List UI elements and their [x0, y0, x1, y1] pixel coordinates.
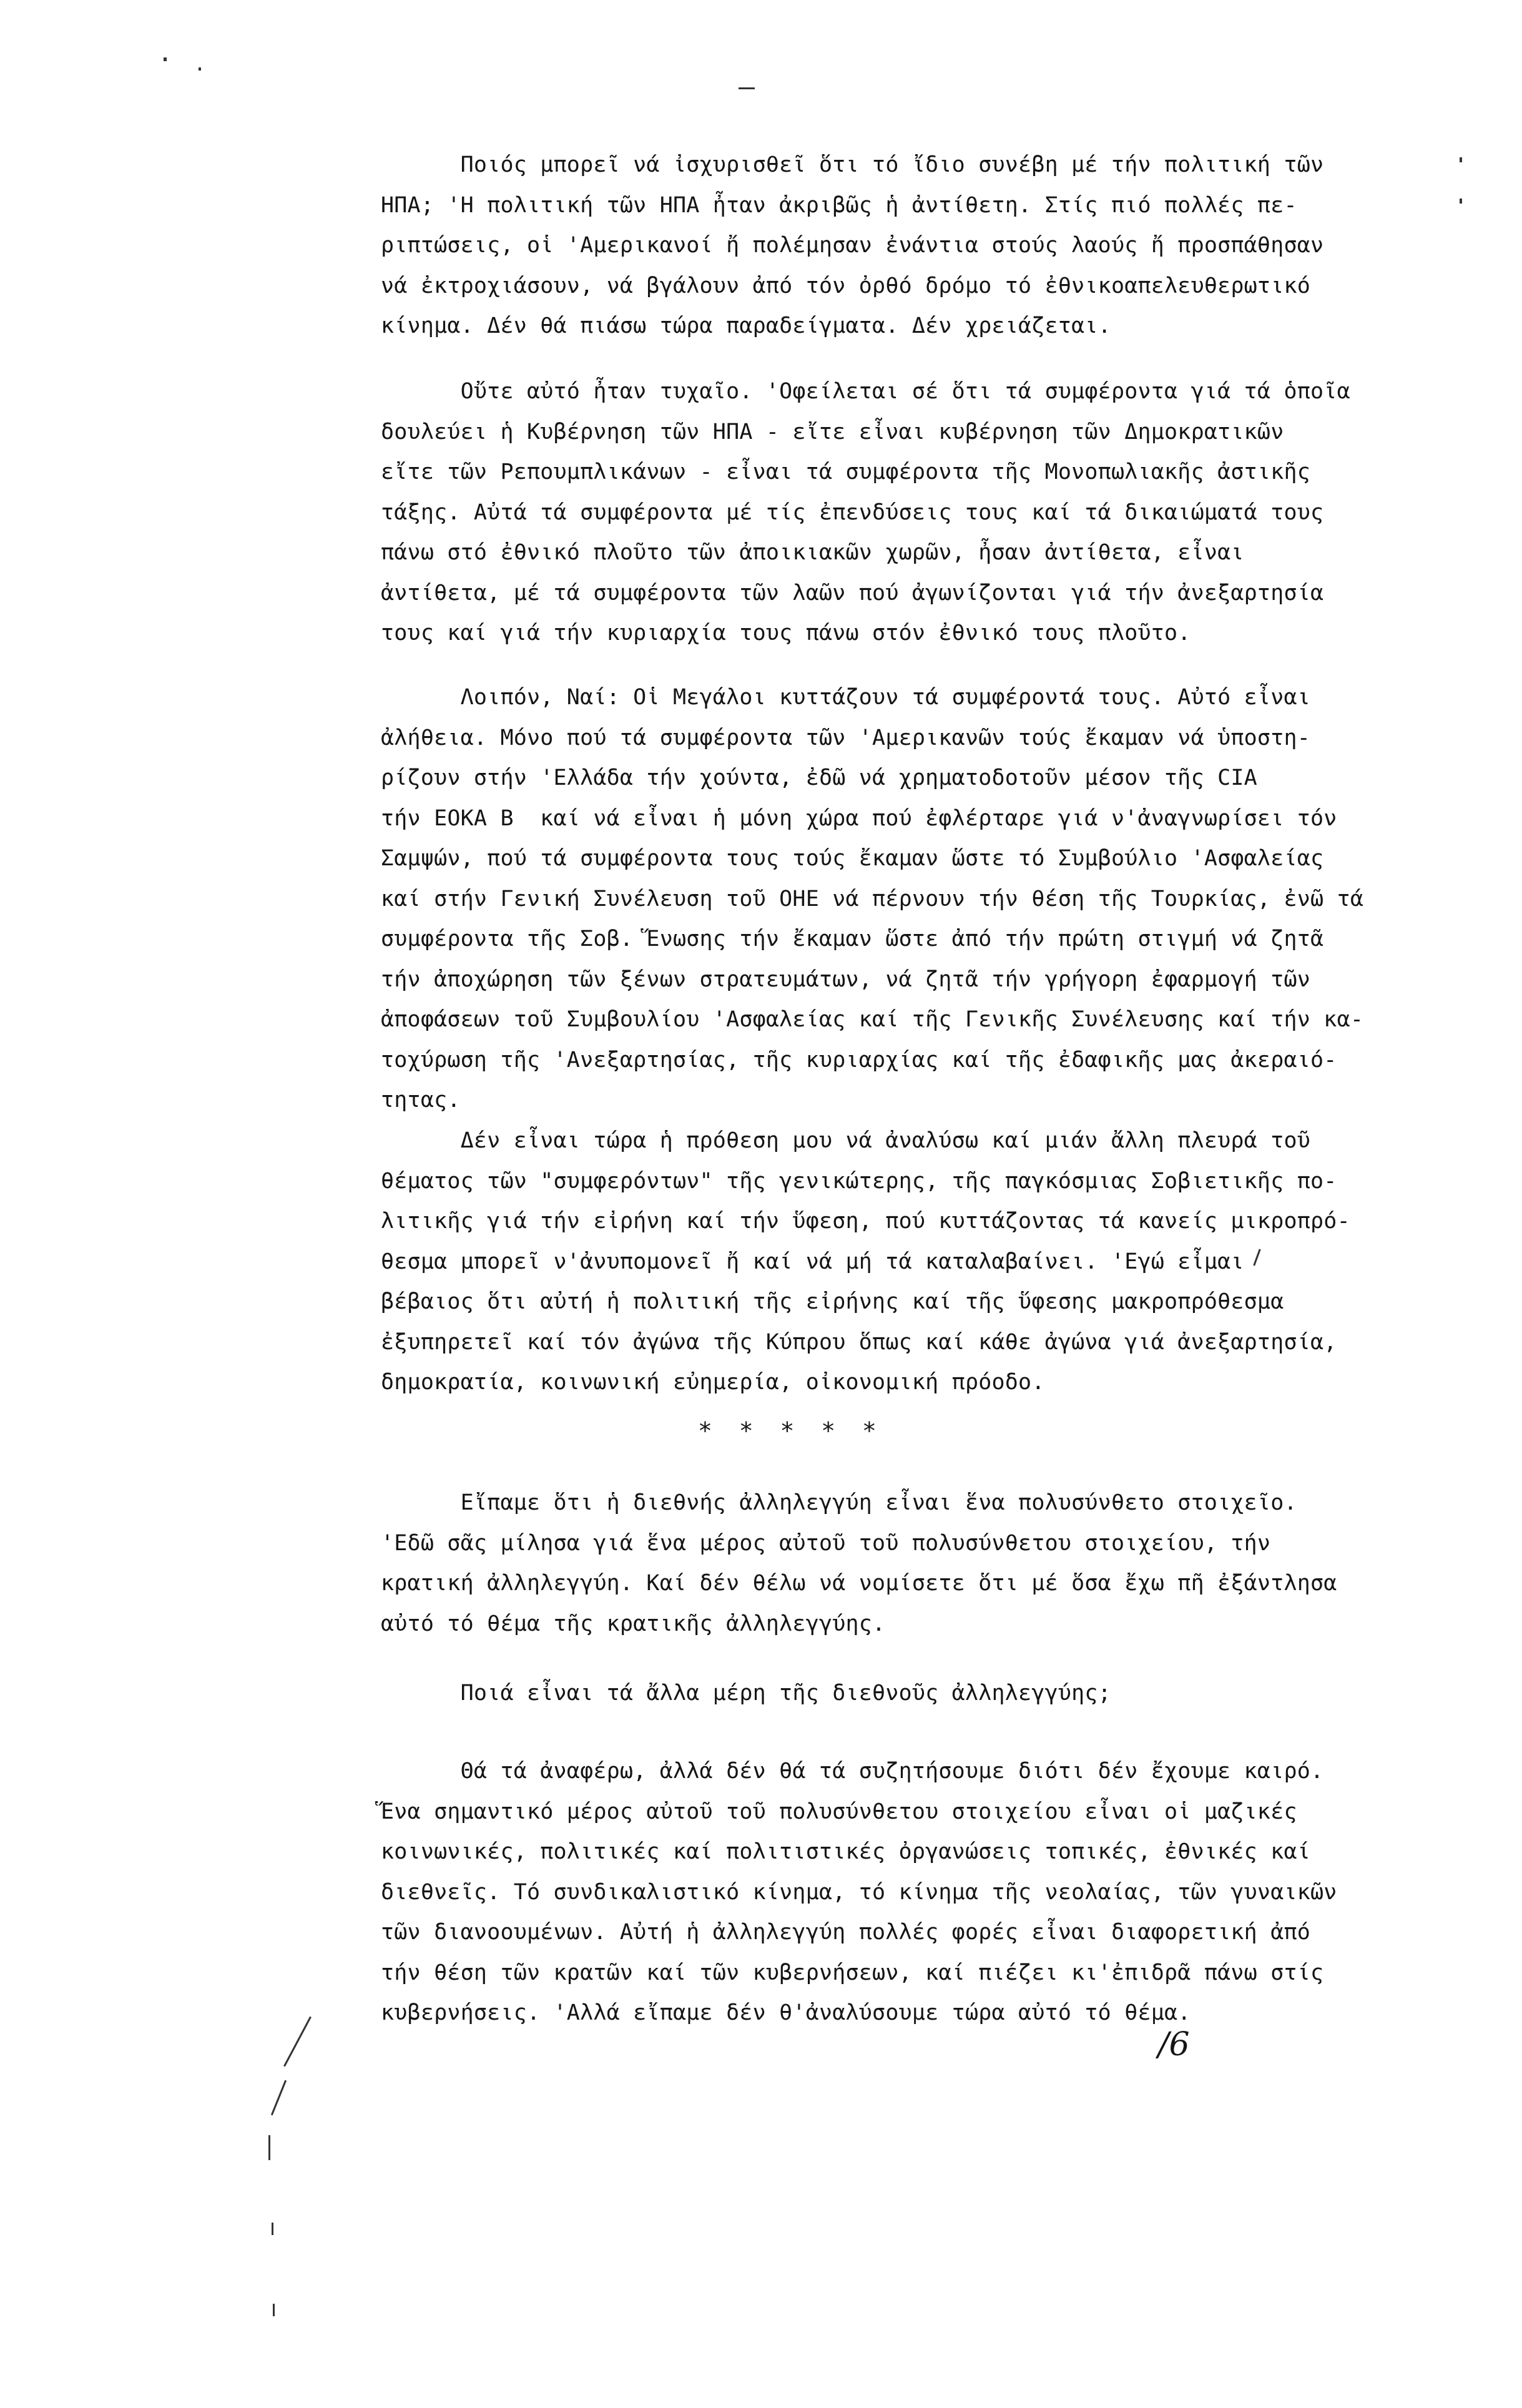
- text-line: καί στήν Γενική Συνέλευση τοῦ ΟΗΕ νά πέρνουν τήν θέση τῆς Τουρκίας, ἐνῶ τά: [381, 886, 1364, 912]
- text-line: κυβερνήσεις. 'Αλλά εἴπαμε δέν θ'ἀναλύσουμε τώρα αὐτό τό θέμα.: [381, 2000, 1191, 2025]
- text-line: δουλεύει ἡ Κυβέρνηση τῶν ΗΠΑ - εἴτε εἶναι κυβέρνηση τῶν Δημοκρατικῶν: [381, 419, 1284, 445]
- text-line: κοινωνικές, πολιτικές καί πολιτιστικές ὀργανώσεις τοπικές, ἐθνικές καί: [381, 1839, 1311, 1864]
- text-line: τήν θέση τῶν κρατῶν καί τῶν κυβερνήσεων, καί πιέζει κι'ἐπιδρᾶ πάνω στίς: [381, 1960, 1324, 1985]
- text-line: Ποιά εἶναι τά ἄλλα μέρη τῆς διεθνοῦς ἀλληλεγγύης;: [381, 1681, 1111, 1706]
- text-line: τῶν διανοουμένων. Αὐτή ἡ ἀλληλεγγύη πολλές φορές εἶναι διαφορετική ἀπό: [381, 1920, 1311, 1945]
- text-line: Εἴπαμε ὅτι ἡ διεθνής ἀλληλεγγύη εἶναι ἕνα πολυσύνθετο στοιχεῖο.: [381, 1490, 1297, 1515]
- text-line: ΗΠΑ; 'Η πολιτική τῶν ΗΠΑ ἦταν ἀκριβῶς ἡ ἀντίθετη. Στίς πιό πολλές πε-: [381, 192, 1297, 218]
- text-line: ἀντίθετα, μέ τά συμφέροντα τῶν λαῶν πού ἀγωνίζονται γιά τήν ἀνεξαρτησία: [381, 580, 1324, 606]
- text-line: θεσμα μπορεῖ ν'ἀνυπομονεῖ ἤ καί νά μή τά καταλαβαίνει. 'Εγώ εἶμαι: [381, 1249, 1244, 1274]
- paragraph-6: [381, 1673, 1430, 1714]
- text-line: ἀλήθεια. Μόνο πού τά συμφέροντα τῶν 'Αμερικανῶν τούς ἔκαμαν νά ὑποστη-: [381, 725, 1311, 750]
- text-line: Ἕνα σημαντικό μέρος αὐτοῦ τοῦ πολυσύνθετου στοιχείου εἶναι οἱ μαζικές: [381, 1799, 1297, 1824]
- text-line: ἀποφάσεων τοῦ Συμβουλίου 'Ασφαλείας καί τῆς Γενικῆς Συνέλευσης καί τήν κα-: [381, 1007, 1364, 1032]
- text-line: ριπτώσεις, οἱ 'Αμερικανοί ἤ πολέμησαν ἐνάντια στούς λαούς ἤ προσπάθησαν: [381, 233, 1324, 258]
- text-line: Θά τά ἀναφέρω, ἀλλά δέν θά τά συζητήσουμε διότι δέν ἔχουμε καιρό.: [381, 1759, 1324, 1784]
- text-line: κρατική ἀλληλεγγύη. Καί δέν θέλω νά νομίσετε ὅτι μέ ὅσα ἔχω πῆ ἐξάντλησα: [381, 1571, 1337, 1596]
- paragraph-2: [381, 371, 1430, 654]
- paragraph-1: [381, 145, 1430, 346]
- text-line: τους καί γιά τήν κυριαρχία τους πάνω στόν ἐθνικό τους πλοῦτο.: [381, 621, 1191, 646]
- scan-mark: [1460, 157, 1462, 162]
- text-line: τήν ΕΟΚΑ Β καί νά εἶναι ἡ μόνη χώρα πού ἐφλέρταρε γιά ν'ἀναγνωρίσει τόν: [381, 805, 1337, 831]
- scan-mark: [739, 87, 755, 89]
- text-line: τητας.: [381, 1088, 461, 1113]
- text-line: τάξης. Αὐτά τά συμφέροντα μέ τίς ἐπενδύσεις τους καί τά δικαιώματά τους: [381, 499, 1324, 525]
- scan-mark: [1460, 199, 1462, 204]
- text-line: νά ἐκτροχιάσουν, νά βγάλουν ἀπό τόν ὀρθό δρόμο τό ἐθνικοαπελευθερωτικό: [381, 273, 1311, 298]
- text-line: Οὔτε αὐτό ἦταν τυχαῖο. 'Οφείλεται σέ ὅτι τά συμφέροντα γιά τά ὁποῖα: [381, 379, 1350, 404]
- text-line: δημοκρατία, κοινωνική εὐημερία, οἰκονομική πρόοδο.: [381, 1370, 1045, 1395]
- text-line: Σαμψών, πού τά συμφέροντα τους τούς ἔκαμαν ὥστε τό Συμβούλιο 'Ασφαλείας: [381, 846, 1324, 871]
- scan-mark: [164, 57, 167, 61]
- paragraph-3: [381, 677, 1430, 1121]
- text-line: αὐτό τό θέμα τῆς κρατικῆς ἀλληλεγγύης.: [381, 1611, 886, 1636]
- text-line: τοχύρωση τῆς 'Ανεξαρτησίας, τῆς κυριαρχίας καί τῆς ἐδαφικῆς μας ἀκεραιό-: [381, 1047, 1337, 1073]
- scan-mark: [283, 2017, 312, 2067]
- scan-mark: [273, 2304, 275, 2316]
- text-line: ἐξυπηρετεῖ καί τόν ἀγώνα τῆς Κύπρου ὅπως καί κάθε ἀγώνα γιά ἀνεξαρτησία,: [381, 1329, 1337, 1355]
- text-line: κίνημα. Δέν θά πιάσω τώρα παραδείγματα. Δέν χρειάζεται.: [381, 313, 1111, 338]
- text-line: Λοιπόν, Ναί: Οἱ Μεγάλοι κυττάζουν τά συμφέροντά τους. Αὐτό εἶναι: [381, 685, 1311, 710]
- page-number: /6: [1158, 2026, 1190, 2063]
- text-line: συμφέροντα τῆς Σοβ. Ἕνωσης τήν ἔκαμαν ὥστε ἀπό τήν πρώτη στιγμή νά ζητᾶ: [381, 926, 1324, 951]
- text-line: 'Εδῶ σᾶς μίλησα γιά ἕνα μέρος αὐτοῦ τοῦ πολυσύνθετου στοιχείου, τήν: [381, 1530, 1271, 1556]
- text-line: τήν ἀποχώρηση τῶν ξένων στρατευμάτων, νά ζητᾶ τήν γρήγορη ἐφαρμογή τῶν: [381, 966, 1311, 992]
- text-line: εἴτε τῶν Ρεπουμπλικάνων - εἶναι τά συμφέροντα τῆς Μονοπωλιακῆς ἀστικῆς: [381, 459, 1311, 484]
- text-line: λιτικῆς γιά τήν εἰρήνη καί τήν ὕφεση, πού κυττάζοντας τά κανείς μικροπρό-: [381, 1209, 1350, 1234]
- text-line: διεθνεῖς. Τό συνδικαλιστικό κίνημα, τό κίνημα τῆς νεολαίας, τῶν γυναικῶν: [381, 1879, 1337, 1905]
- scan-mark: [268, 2135, 270, 2160]
- scan-mark: [199, 67, 201, 71]
- section-separator: * * * * *: [698, 1417, 883, 1445]
- text-line: ρίζουν στήν 'Ελλάδα τήν χούντα, ἐδῶ νά χρηματοδοτοῦν μέσον τῆς CIA: [381, 765, 1257, 790]
- scan-mark: [271, 2080, 287, 2116]
- text-line: θέματος τῶν "συμφερόντων" τῆς γενικώτερης, τῆς παγκόσμιας Σοβιετικῆς πο-: [381, 1168, 1337, 1194]
- scan-mark: [272, 2223, 273, 2235]
- text-line: βέβαιος ὅτι αὐτή ἡ πολιτική τῆς εἰρήνης καί τῆς ὕφεσης μακροπρόθεσμα: [381, 1289, 1284, 1314]
- text-line: πάνω στό ἐθνικό πλοῦτο τῶν ἀποικιακῶν χωρῶν, ἦσαν ἀντίθετα, εἶναι: [381, 540, 1244, 565]
- paragraph-5: [381, 1483, 1430, 1644]
- text-line: Δέν εἶναι τώρα ἡ πρόθεση μου νά ἀναλύσω καί μιάν ἄλλη πλευρά τοῦ: [381, 1128, 1311, 1153]
- text-line: Ποιός μπορεῖ νά ἰσχυρισθεῖ ὅτι τό ἴδιο συνέβη μέ τήν πολιτική τῶν: [381, 152, 1324, 177]
- paragraph-4: [381, 1121, 1430, 1403]
- paragraph-7: [381, 1751, 1430, 2033]
